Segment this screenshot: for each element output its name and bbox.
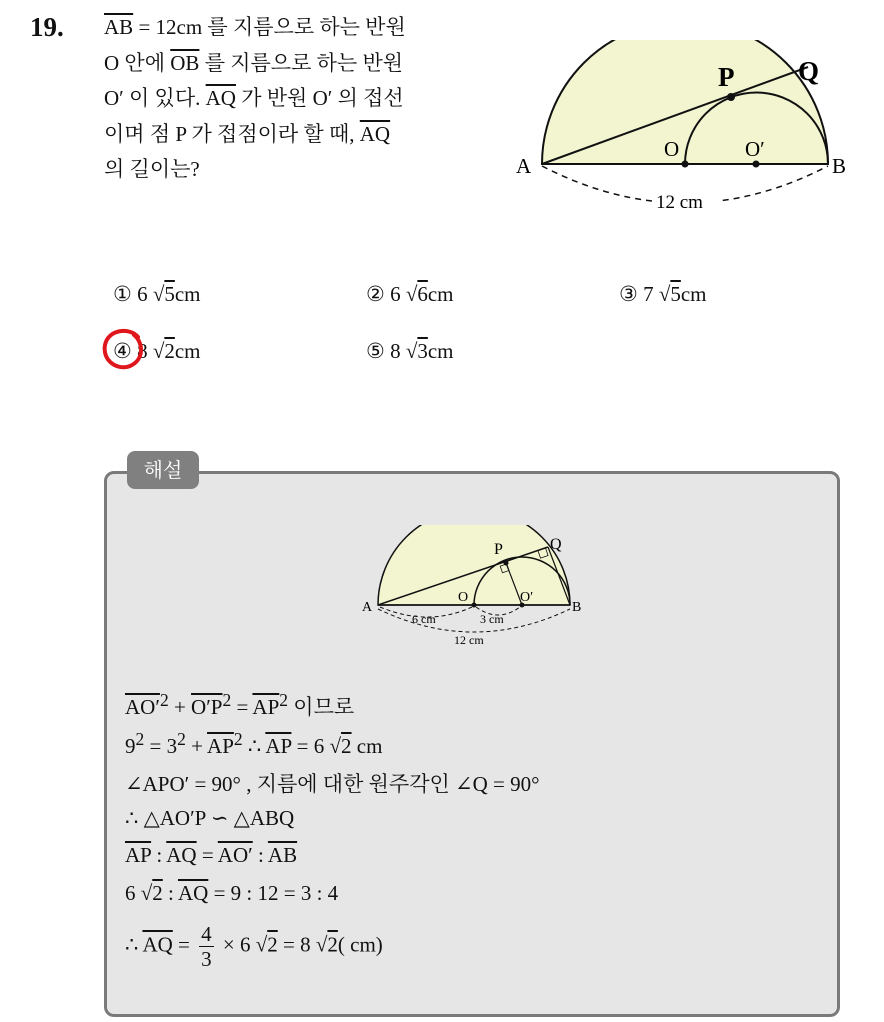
text: 이므로 xyxy=(293,695,355,719)
text: = 8 xyxy=(277,932,316,957)
point-p xyxy=(504,561,509,566)
segment: $\overline{AQ}$ xyxy=(177,881,209,905)
outer-semicircle xyxy=(542,40,828,164)
radicand: 2 xyxy=(327,932,338,957)
choice-5[interactable]: ⑤ 8 √3cm xyxy=(366,339,454,363)
outer-semicircle xyxy=(378,525,570,605)
question-line xyxy=(104,81,504,117)
solution-line-2: $9^2 = 3^2 + \overline{AP}^2$ ∴ $\overline{AP} = 6$ √2 cm xyxy=(125,729,383,758)
text: 의 길이는? xyxy=(104,157,200,181)
exponent: 2 xyxy=(159,690,169,710)
choice-radicand: 3 xyxy=(417,339,428,363)
exponent: 2 xyxy=(233,729,243,749)
segment: $\overline{AB}$ xyxy=(267,843,298,867)
operator: + xyxy=(173,695,186,719)
label-6cm: 6 cm xyxy=(412,612,436,626)
exponent: 2 xyxy=(135,729,145,749)
choice-radicand: 5 xyxy=(164,282,175,306)
label-12cm: 12 cm xyxy=(454,633,484,647)
radicand: 2 xyxy=(341,734,352,758)
point-o xyxy=(682,161,689,168)
solution-figure xyxy=(358,525,598,655)
label-p: P xyxy=(494,541,503,558)
point-o xyxy=(472,603,477,608)
exponent: 2 xyxy=(177,729,186,749)
choice-coefficient: 8 xyxy=(390,339,401,363)
choice-4[interactable]: ④ 8 √2cm xyxy=(113,339,201,363)
label-q: Q xyxy=(798,56,820,86)
operator: = xyxy=(236,695,249,719)
text: ∴ xyxy=(125,932,143,957)
question-number: 19. xyxy=(30,12,64,42)
label-a: A xyxy=(516,154,532,178)
label-p: P xyxy=(718,62,735,92)
question-line xyxy=(104,46,504,82)
point-p xyxy=(727,93,735,101)
text: = xyxy=(172,932,196,957)
segment: $\overline{AP}$ xyxy=(207,734,234,758)
text: : xyxy=(162,881,178,905)
segment: $\overline{AP}$ xyxy=(252,695,280,719)
text: = 3 xyxy=(144,734,178,758)
text: ( cm) xyxy=(337,932,383,957)
solution-line-7: ∴ $\overline{AQ}$ = $\frac{4}{3}$ × 6 √2 = 8 √2( cm) xyxy=(125,922,383,971)
question-line xyxy=(104,152,504,188)
text: 6 xyxy=(125,881,141,905)
question-text xyxy=(104,10,504,188)
choice-unit: cm xyxy=(427,282,454,306)
segment-label: $\overline{OB}$ xyxy=(170,50,200,75)
text: = 12cm 를 지름으로 하는 반원 xyxy=(133,15,406,39)
segment: O′P xyxy=(191,695,223,719)
question-figure xyxy=(512,40,862,220)
choice-coefficient: 8 xyxy=(137,339,148,363)
text: ∴ xyxy=(242,734,266,758)
label-b: B xyxy=(572,600,582,615)
label-b: B xyxy=(832,154,847,178)
segment-label: $\overline{AQ}$ xyxy=(359,121,391,146)
segment: AO′ xyxy=(125,695,160,719)
text: : xyxy=(151,843,167,867)
solution-line-6: 6 √2 : $\overline{AQ} = 9$ : 12 = 3 : 4 xyxy=(125,881,339,905)
choice-number: ⑤ xyxy=(366,339,385,363)
text: 가 반원 O′ 의 접선 xyxy=(235,86,404,110)
radicand: 2 xyxy=(152,881,163,905)
label-q: Q xyxy=(550,536,562,553)
text: 9 xyxy=(125,734,136,758)
text: 를 지름으로 하는 반원 xyxy=(199,50,404,75)
text: 이며 점 P 가 접점이라 할 때, xyxy=(104,121,360,146)
choice-number: ③ xyxy=(619,282,638,306)
text: = xyxy=(196,843,218,867)
choice-2[interactable]: ② 6 √6cm xyxy=(366,282,454,306)
text: × 6 xyxy=(217,932,256,957)
label-o-prime: O′ xyxy=(520,590,534,605)
choice-radicand: 6 xyxy=(417,282,428,306)
answer-circle-mark xyxy=(100,325,150,375)
choice-unit: cm xyxy=(680,282,707,306)
question-line xyxy=(104,10,504,46)
choice-unit: cm xyxy=(174,282,201,306)
choice-number: ② xyxy=(366,282,385,306)
segment-label: $\overline{AQ}$ xyxy=(205,86,236,110)
fraction xyxy=(199,922,214,971)
solution-line-3: ∠APO′ = 90° , 지름에 대한 원주각인 ∠Q = 90° xyxy=(125,772,540,796)
text: = 9 : 12 = 3 : 4 xyxy=(208,881,339,905)
text: + xyxy=(185,734,208,758)
choice-coefficient: 7 xyxy=(643,282,654,306)
question-line xyxy=(104,117,504,153)
choice-coefficient: 6 xyxy=(137,282,148,306)
solution-line-4: ∴ △AO′P ∽ △ABQ xyxy=(125,806,295,830)
solution-line-5 xyxy=(125,843,297,868)
text: = 6 xyxy=(291,734,330,758)
solution-line-1 xyxy=(125,690,354,721)
segment: $\overline{AQ}$ xyxy=(142,932,173,957)
text: : xyxy=(252,843,268,867)
choice-radicand: 5 xyxy=(670,282,681,306)
label-o: O xyxy=(664,137,680,161)
choice-1[interactable]: ① 6 √5cm xyxy=(113,282,201,306)
segment: $\overline{AP}$ xyxy=(265,734,292,758)
numerator: 4 xyxy=(201,922,212,946)
label-a: A xyxy=(362,600,373,615)
choice-coefficient: 6 xyxy=(390,282,401,306)
text: cm xyxy=(351,734,383,758)
point-o-prime xyxy=(753,161,760,168)
segment-label: $\overline{AB}$ xyxy=(104,15,134,39)
segment: AO′ xyxy=(217,843,253,867)
text: O 안에 xyxy=(104,50,171,75)
label-3cm: 3 cm xyxy=(480,612,504,626)
segment: $\overline{AQ}$ xyxy=(166,843,197,867)
choice-unit: cm xyxy=(174,339,201,363)
exponent: 2 xyxy=(222,690,232,710)
text: O′ 이 있다. xyxy=(104,86,206,110)
label-o: O xyxy=(458,590,469,605)
choice-radicand: 2 xyxy=(164,339,175,363)
brace-12cm xyxy=(378,609,570,632)
solution-tag: 해설 xyxy=(127,451,199,489)
exponent: 2 xyxy=(279,690,289,710)
denominator: 3 xyxy=(201,947,212,971)
label-length: 12 cm xyxy=(656,192,703,213)
choice-3[interactable]: ③ 7 √5cm xyxy=(619,282,707,306)
label-o-prime: O′ xyxy=(745,137,765,161)
radicand: 2 xyxy=(267,932,278,957)
segment: $\overline{AP}$ xyxy=(125,843,152,867)
choice-number: ① xyxy=(113,282,132,306)
choice-number: ④ xyxy=(113,339,132,363)
choice-unit: cm xyxy=(427,339,454,363)
